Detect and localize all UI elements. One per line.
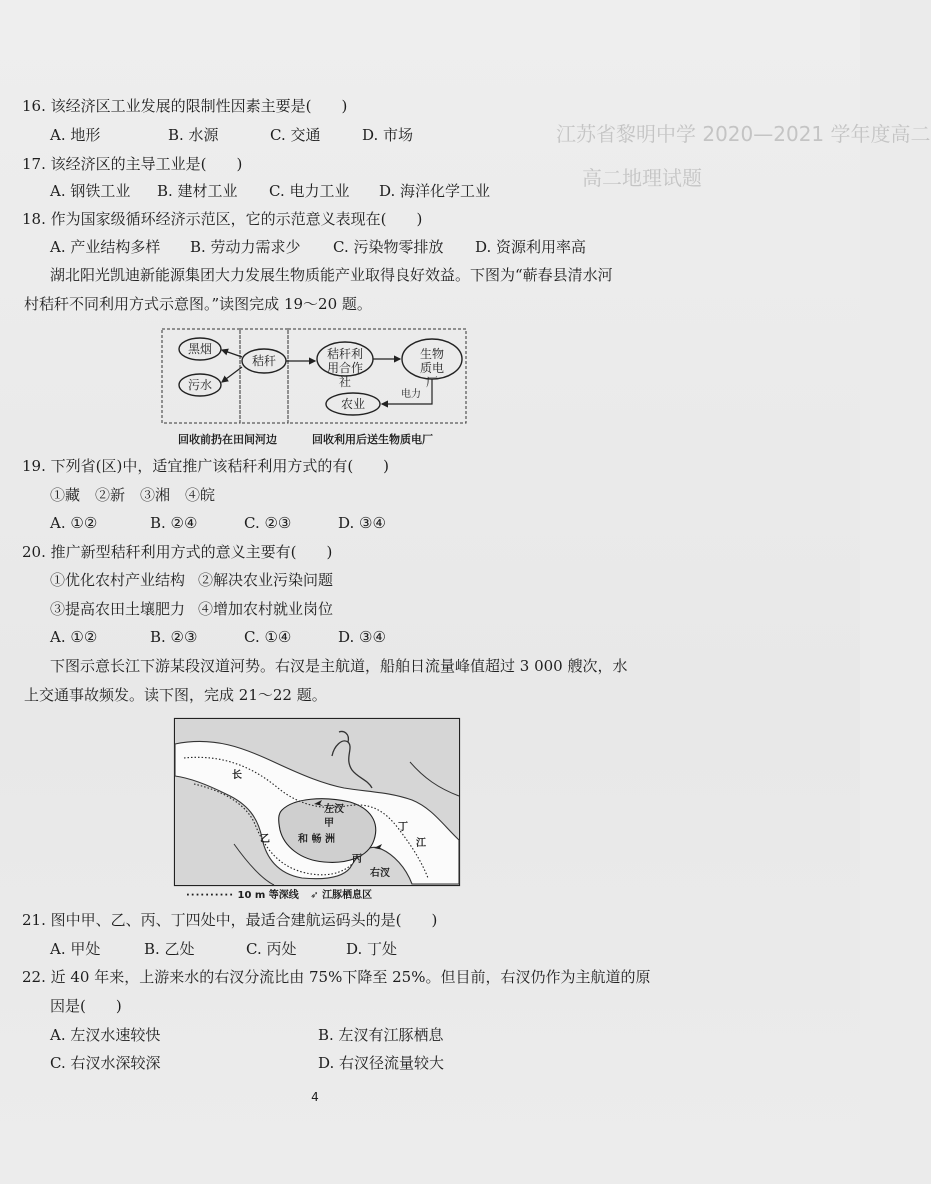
q16-option-b: B. 水源 <box>168 126 219 144</box>
question-18-options <box>50 236 910 258</box>
node-agriculture: 农业 <box>340 397 365 411</box>
diagram-caption-right: 回收利用后送生物质电厂 <box>312 433 433 446</box>
q19-option-c: C. ②③ <box>244 514 292 532</box>
question-20-items-row1 <box>50 569 910 591</box>
question-20-items-row2 <box>50 598 910 620</box>
q20-item-4: ④增加农村就业岗位 <box>198 600 334 618</box>
map-label-youcha: 右汊 <box>370 868 390 879</box>
question-17-stem: 17. 该经济区的主导工业是( ) <box>22 155 243 173</box>
intro-21-line1: 下图示意长江下游某段汊道河势。右汊是主航道，船舶日流量峰值超过 3 000 艘次，水 <box>50 657 628 675</box>
question-20-stem: 20. 推广新型秸秆利用方式的意义主要有( ) <box>22 543 333 561</box>
river-map-graphics <box>174 718 460 886</box>
map-legend <box>186 886 372 901</box>
map-label-island: 和 畅 洲 <box>298 834 335 845</box>
map-label-jiang: 江 <box>416 838 426 849</box>
q21-option-c: C. 丙处 <box>246 940 297 958</box>
q20-option-d: D. ③④ <box>338 628 386 646</box>
bleed-through-subtitle: 高二地理试题 <box>582 166 702 190</box>
legend-dolphin-icon: ➶ <box>310 890 319 901</box>
node-straw: 秸秆 <box>251 354 276 368</box>
node-biomass-plant: 生物质电厂 <box>419 347 444 389</box>
legend-dolphin-label: 江豚栖息区 <box>322 890 373 901</box>
node-cooperative: 秸秆利用合作社 <box>326 347 363 389</box>
q18-option-b: B. 劳动力需求少 <box>190 238 301 256</box>
q16-option-a: A. 地形 <box>50 126 101 144</box>
q22-option-b: B. 左汊有江豚栖息 <box>318 1026 444 1044</box>
q20-item-2: ②解决农业污染问题 <box>198 571 334 589</box>
question-18-stem: 18. 作为国家级循环经济示范区，它的示范意义表现在( ) <box>22 210 423 228</box>
q18-option-a: A. 产业结构多样 <box>50 238 161 256</box>
q20-item-3: ③提高农田土壤肥力 <box>50 600 186 618</box>
bleed-through-title: 江苏省黎明中学 2020—2021 学年度高二 <box>556 122 931 146</box>
q17-option-c: C. 电力工业 <box>269 182 350 200</box>
page-number: 4 <box>311 1090 319 1104</box>
question-21-options <box>50 938 910 960</box>
intro-21-line2: 上交通事故频发。读下图，完成 21～22 题。 <box>24 686 327 704</box>
question-17-options <box>50 180 910 202</box>
straw-usage-diagram <box>160 327 468 447</box>
q20-item-1: ①优化农村产业结构 <box>50 571 186 589</box>
q22-option-c: C. 右汊水深较深 <box>50 1054 161 1072</box>
question-16-options <box>50 124 910 146</box>
node-sewage: 污水 <box>188 378 213 392</box>
q18-option-c: C. 污染物零排放 <box>333 238 444 256</box>
q19-option-d: D. ③④ <box>338 514 386 532</box>
intro-19-line2: 村秸秆不同利用方式示意图。”读图完成 19～20 题。 <box>24 295 372 313</box>
q21-option-b: B. 乙处 <box>144 940 195 958</box>
map-label-chang: 长 <box>232 770 242 781</box>
q17-option-b: B. 建材工业 <box>157 182 238 200</box>
map-label-bing: 丙 <box>352 854 362 865</box>
question-22-options-row1 <box>50 1024 910 1046</box>
question-22-stem: 22. 近 40 年来，上游来水的右汊分流比由 75%下降至 25%。但目前，右汊仍作为主航道的原 <box>22 968 651 986</box>
q20-option-c: C. ①④ <box>244 628 292 646</box>
edge-label-power: 电力 <box>401 389 421 400</box>
question-16-stem: 16. 该经济区工业发展的限制性因素主要是( ) <box>22 97 348 115</box>
q21-option-d: D. 丁处 <box>346 940 398 958</box>
legend-contour-label: 10 m 等深线 <box>237 890 299 901</box>
map-label-ding: 丁 <box>398 822 408 833</box>
intro-19-line1: 湖北阳光凯迪新能源集团大力发展生物质能产业取得良好效益。下图为“蕲春县清水河 <box>50 266 613 284</box>
q16-option-c: C. 交通 <box>270 126 321 144</box>
q20-option-a: A. ①② <box>50 628 98 646</box>
q19-option-b: B. ②④ <box>150 514 198 532</box>
q22-option-d: D. 右汊径流量较大 <box>318 1054 445 1072</box>
question-19-items: ①藏 ②新 ③湘 ④皖 <box>50 486 216 504</box>
question-21-stem: 21. 图中甲、乙、丙、丁四处中，最适合建航运码头的是( ) <box>22 911 438 929</box>
question-22-stem-cont: 因是( ) <box>50 997 122 1015</box>
q21-option-a: A. 甲处 <box>50 940 101 958</box>
q16-option-d: D. 市场 <box>362 126 414 144</box>
map-label-yi: 乙 <box>260 834 270 845</box>
q18-option-d: D. 资源利用率高 <box>475 238 587 256</box>
q19-option-a: A. ①② <box>50 514 98 532</box>
q20-option-b: B. ②③ <box>150 628 198 646</box>
question-19-options <box>50 512 910 534</box>
question-20-options <box>50 626 910 648</box>
q17-option-a: A. 钢铁工业 <box>50 182 131 200</box>
question-22-options-row2 <box>50 1052 910 1074</box>
diagram-caption-left: 回收前扔在田间河边 <box>178 433 277 446</box>
node-smoke: 黑烟 <box>188 342 213 356</box>
question-19-stem: 19. 下列省(区)中，适宜推广该秸秆利用方式的有( ) <box>22 457 390 475</box>
legend-contour-line-icon: ·········· <box>186 890 234 901</box>
q17-option-d: D. 海洋化学工业 <box>379 182 491 200</box>
q22-option-a: A. 左汊水速较快 <box>50 1026 161 1044</box>
map-label-jia: 甲 <box>324 818 334 829</box>
map-label-zuocha: 左汊 <box>324 804 344 815</box>
river-branch-map <box>174 718 460 886</box>
